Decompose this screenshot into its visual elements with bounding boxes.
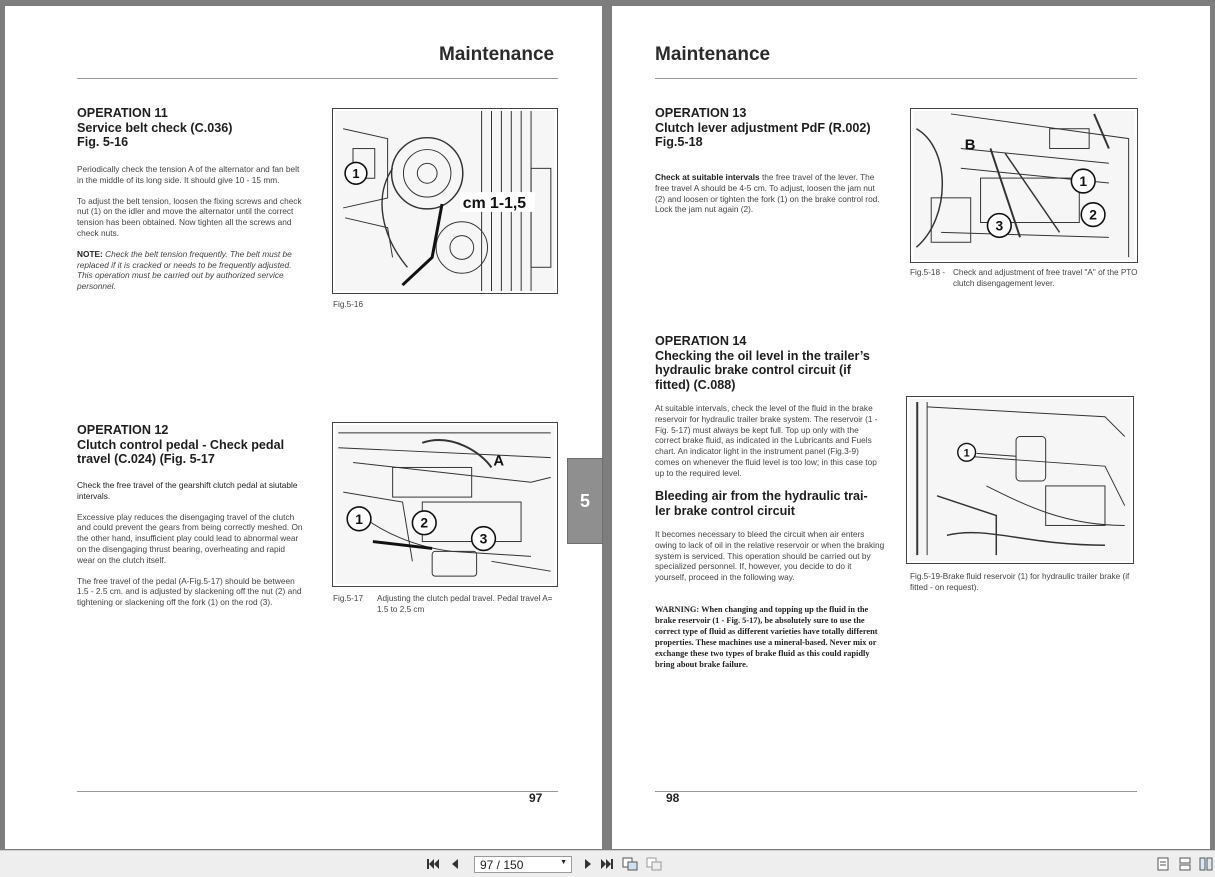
right-page [612, 6, 1210, 849]
op13-lead-rest: the free travel of the lever. The free travel A should be 4-5 cm. To adjust, loosen the jam nut (2) and loosen or tighten the fork (1) on the brake control rod. [655, 172, 880, 204]
op14-title-line: Checking the oil level in the trailer’s [655, 348, 870, 363]
warning-text: WARNING: When changing and topping up the fluid in the brake reservoir (1 - Fig. 5-17), be absolutely sure to use the correct type of fluid as different varieties have totally different properties. These machines use a mineral-based. Never mix or exchange these two types of brake fluid as this could rapidly bring about brake failure. [655, 605, 878, 669]
callout-2: 2 [1089, 206, 1097, 223]
bleeding-title-line: Bleeding air from the hydraulic trai- [655, 489, 868, 503]
op11-body [77, 164, 305, 302]
op14-title [655, 334, 870, 392]
page-header: Maintenance [655, 44, 771, 65]
op12-title-line: OPERATION 12 [77, 423, 169, 437]
op13-title-line: Clutch lever adjustment PdF (R.002) [655, 120, 871, 135]
op12-title-line: Clutch control pedal - Check pedal [77, 437, 285, 452]
viewer-toolbar [0, 850, 1215, 877]
figure-5-17-drawing [333, 423, 557, 586]
page-number: 98 [666, 791, 680, 805]
op11-title-line: OPERATION 11 [77, 106, 168, 120]
figure-5-17-caption-num: Fig.5-17 [333, 594, 364, 603]
note-label: NOTE: [77, 248, 103, 259]
facing-page-icon[interactable] [1198, 856, 1214, 872]
bleeding-title [655, 489, 868, 518]
header-rule [655, 78, 1137, 79]
figure-5-16-drawing [333, 109, 557, 293]
figure-5-17 [332, 422, 558, 587]
op13-paragraph [655, 172, 885, 204]
op14-body [655, 403, 885, 489]
first-page-icon[interactable] [425, 856, 441, 872]
figure-5-18-caption-text: Check and adjustment of free travel "A" of the PTO clutch disengagement lever. [953, 268, 1138, 288]
op11-title [77, 106, 232, 150]
callout-1: 1 [352, 166, 360, 182]
op11-paragraph: To adjust the belt tension, loosen the fixing screws and check nut (1) on the idler and move the alternator until the correct tension has been obtained. Now tighten all the screws and check nuts. [77, 195, 302, 238]
continuous-page-icon[interactable] [1177, 856, 1193, 872]
footer-rule [655, 791, 1137, 792]
bleeding-title-line: ler brake control circuit [655, 503, 795, 518]
fit-width-icon[interactable] [646, 856, 662, 872]
callout-3: 3 [479, 530, 488, 547]
op13-title-line: OPERATION 13 [655, 106, 747, 120]
figure-5-17-caption-text: Adjusting the clutch pedal travel. Pedal travel A= 1.5 to 2.5 cm [377, 594, 553, 614]
page-indicator-text: 97 / 150 [480, 857, 524, 872]
op11-note [77, 249, 305, 292]
op12-title [77, 423, 284, 467]
op11-title-line: Fig. 5-16 [77, 135, 129, 150]
callout-1: 1 [355, 510, 363, 527]
op14-title-line: OPERATION 14 [655, 334, 747, 348]
note-text: Check the belt tension frequently. The belt must be replaced if it is cracked or needs to be frequently adjusted. This operation must be carried out by authorized service personnel. [77, 248, 292, 292]
header-rule [77, 78, 558, 79]
callout-dimension: cm 1-1,5 [462, 194, 527, 212]
op11-title-line: Service belt check (C.036) [77, 120, 233, 135]
callout-2: 2 [420, 514, 429, 531]
op12-paragraph: The free travel of the pedal (A-Fig.5-17) should be between 1.5 - 2.5 cm. and is adjusted by slackening off the nut (2) and tightening or slackening off the fork (1) on the rod (3). [77, 575, 302, 608]
figure-5-16-caption: Fig.5-16 [333, 300, 364, 309]
footer-rule [77, 791, 558, 792]
op11-paragraph: Periodically check the tension A of the alternator and fan belt in the middle of its long side. It should give 10 - 15 mm. [77, 164, 300, 185]
op13-paragraph: Lock the jam nut again (2). [655, 204, 754, 215]
op13-title [655, 106, 871, 150]
op12-title-line: travel (C.024) (Fig. 5-17 [77, 452, 215, 467]
op12-body [77, 480, 305, 618]
figure-5-19 [906, 396, 1134, 564]
figure-5-18-drawing [911, 109, 1137, 262]
page-number: 97 [529, 791, 543, 805]
next-page-icon[interactable] [580, 856, 596, 872]
single-page-icon[interactable] [1155, 856, 1171, 872]
chevron-down-icon[interactable]: ▼ [560, 859, 567, 866]
op13-lead: Check at suitable intervals [655, 172, 760, 182]
bleeding-paragraph: It becomes necessary to bleed the circuit when air enters owing to lack of oil in the relative reservoir or when the braking system is serviced. This operation should be carried out by specialized personnel. If, however, you decide to do it yourself, proceed in the following way. [655, 529, 885, 583]
callout-3: 3 [995, 217, 1004, 234]
figure-5-18-caption-num: Fig.5-18 - [910, 268, 946, 277]
prev-page-icon[interactable] [447, 856, 463, 872]
page-number-input[interactable] [474, 856, 572, 873]
chapter-tab: 5 [567, 458, 603, 544]
op14-title-line: hydraulic brake control circuit (if [655, 363, 851, 378]
callout-1: 1 [963, 447, 970, 460]
figure-5-19-drawing [907, 397, 1133, 563]
fit-page-icon[interactable] [622, 856, 638, 872]
figure-5-18 [910, 108, 1138, 263]
op12-paragraph: Excessive play reduces the disengaging travel of the clutch and could prevent the gears from being correctly meshed. On the other hand, insufficient play could lead to abnormal wear on the disengaging thrust bearing, overheating and rapid wear on the clutch itself. [77, 511, 303, 565]
figure-5-19-caption: Fig.5-19-Brake fluid reservoir (1) for hydraulic trailer brake (if fitted - on request). [910, 572, 1130, 592]
callout-A: A [493, 453, 505, 470]
op12-paragraph: Check the free travel of the gearshift clutch pedal at siutable intervals. [77, 480, 298, 501]
op14-paragraph: At suitable intervals, check the level of the fluid in the brake reservoir for hydraulic trailer brake system. The reservoir (1 - Fig. 5-17) must always be kept full. Top up only with the correct brake fluid, as indicated in the Lubricants and Fuels chart. An indicator light in the instrument panel (Fig.3-9) comes on whenever the fluid level is too low; in this case top up to the required level. [655, 403, 878, 478]
op13-body [655, 172, 885, 225]
callout-1: 1 [1079, 172, 1088, 189]
callout-B: B [964, 137, 976, 154]
figure-5-16 [332, 108, 558, 294]
last-page-icon[interactable] [599, 856, 615, 872]
op14-title-line: fitted) (C.088) [655, 377, 736, 392]
left-page [5, 6, 602, 849]
bleeding-body [655, 529, 885, 593]
op13-title-line: Fig.5-18 [655, 135, 703, 150]
page-header: Maintenance [439, 44, 555, 65]
